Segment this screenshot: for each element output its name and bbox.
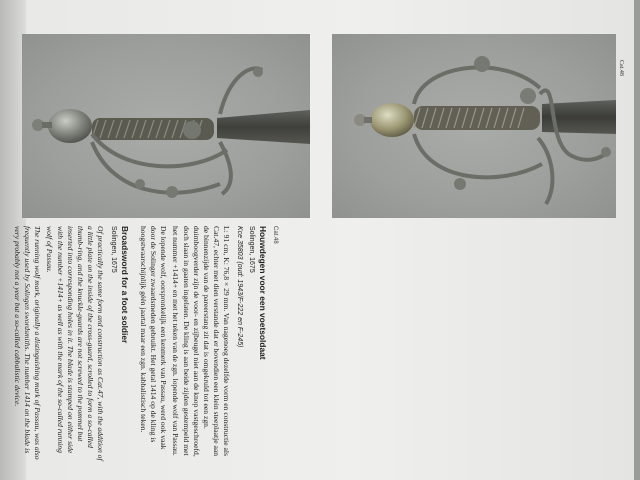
rotated-text-block xyxy=(12,226,280,462)
english-title: Broadsword for a foot soldier xyxy=(119,226,130,344)
english-body-2: The running wolf mark, originally a distinguishing mark of Passau, was also frequently used by Solingen swordsmiths. The number 1414 on the blade is very probably not a year but a so-called cabbalistic device. xyxy=(12,226,43,460)
page-edge xyxy=(634,0,640,480)
english-body: Of practically the same form and construction as Cat.47, with the addition of a little plate on the inside of the cross-guard, scrolled to form a so-called thumb-ring, and the knuckle-guards are not screwed to the pommel but inserted into corresponding holes in it. The blade is stamped on either side with the number +1414+ as well as with the mark of the so-called running wolf of Passau. xyxy=(45,226,106,461)
catalogue-number-right: Cat.48 xyxy=(618,60,624,76)
dutch-body-2: De lopende wolf, oorspronkelijk een kenmerk van Passau, werd ook vaak door de Solinger zwaardsmeden gebruikt. Het getal 1414 op de kling is hoogstwaarschijnlijk géén jaartal maar een zgn. kabbalistisch teken. xyxy=(138,226,169,450)
dutch-body: L: 91 cm, K: 76,8 × 29 mm. Van nagenoeg dezelfde vorm en constructie als Cat.47, echter met dien verstande dat er bovendien een klein steeplaatje aan de binnenzijde van de pareerstang zit dat is omgekruld tot een zgn. duimboogverder zijn de voor- en zijbeugel niet aan de knop vastgeschroefd, doch slaan in gaaten ingelaten. De kling is aan beide zijden gestempeld met het nummer +1414+ en met het teken van de zgn. lopende wolf van Passau. xyxy=(171,226,232,457)
dutch-place: Solingen, 1675 xyxy=(247,226,255,273)
sword-photo-right xyxy=(332,34,616,218)
dutch-title: Houwdegen voor een voetsoldaat xyxy=(257,226,268,360)
dutch-inventory: Kce 35803 (oud: 1943/F-222 en F-245) xyxy=(235,226,243,348)
sword-hilt-illustration-right xyxy=(332,34,616,218)
sword-hilt-illustration-left xyxy=(22,34,310,218)
english-place: Solingen, 1675 xyxy=(109,226,117,273)
spacer xyxy=(130,226,136,462)
sword-photo-left xyxy=(22,34,310,218)
text-column xyxy=(12,226,280,462)
catalogue-number: Cat.48 xyxy=(272,226,278,244)
